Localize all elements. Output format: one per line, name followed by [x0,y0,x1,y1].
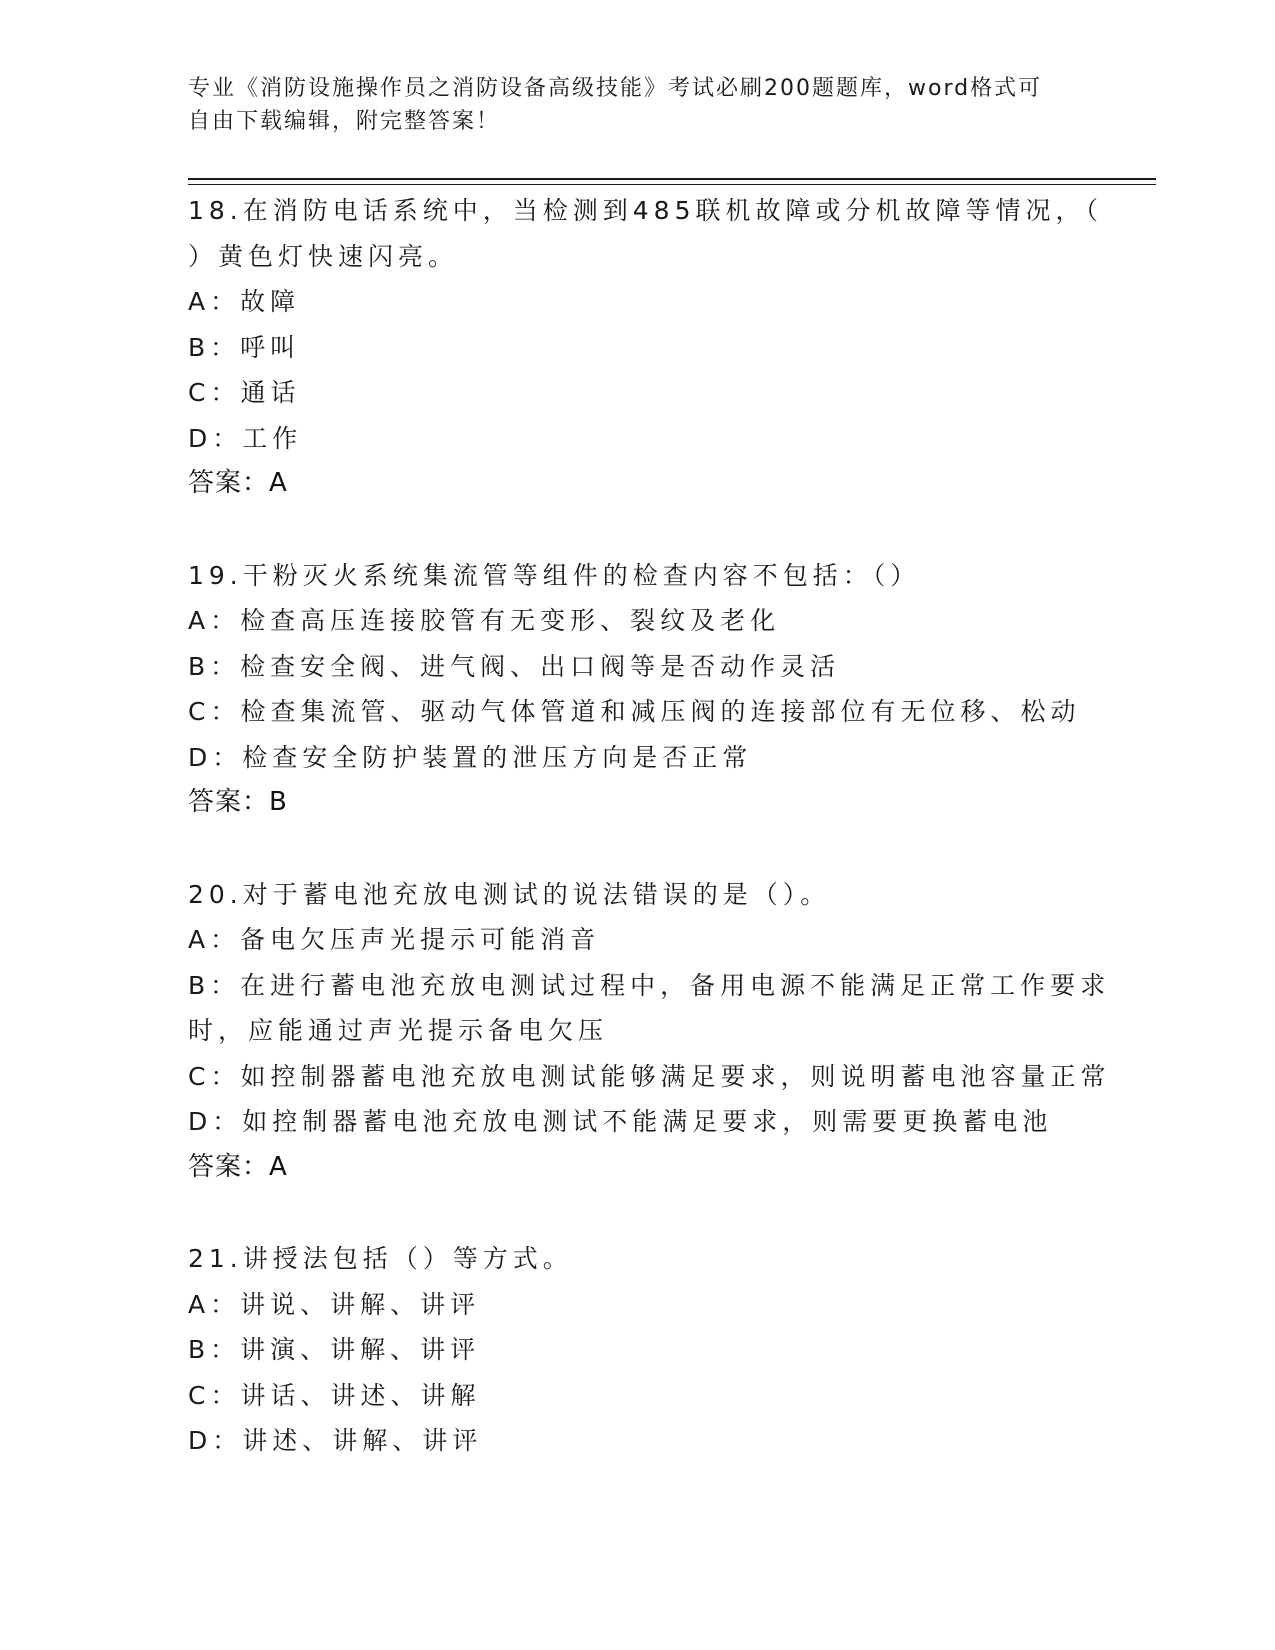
question-20 [188,872,1111,1191]
option-d: D：工作 [188,423,303,453]
answer-line: 答案：A [188,1151,288,1182]
question-list [188,188,1111,1510]
question-21 [188,1236,1088,1464]
question-text: 18.在消防电话系统中，当检测到485联机故障或分机故障等情况，（ [188,196,1103,225]
option-c: C：通话 [188,378,301,407]
question-19 [188,553,1088,826]
option-d: D：讲述、讲解、讲评 [188,1426,483,1455]
question-text: 19.干粉灭火系统集流管等组件的检查内容不包括：（） [188,560,921,590]
option-b: B：在进行蓄电池充放电测试过程中，备用电源不能满足正常工作要求 [188,970,1111,1000]
question-text: 21.讲授法包括（）等方式。 [188,1244,573,1273]
option-a: A：讲说、讲解、讲评 [188,1289,481,1319]
header-line: 自由下载编辑，附完整答案！ [188,109,501,134]
question-text: ）黄色灯快速闪亮。 [188,241,459,271]
header-divider-thin [188,184,1156,185]
option-c: C：检查集流管、驱动气体管道和减压阀的连接部位有无位移、松动 [188,697,1081,726]
option-b-continued: 时，应能通过声光提示备电欠压 [188,1016,609,1045]
option-d: D：检查安全防护装置的泄压方向是否正常 [188,742,753,772]
answer-line: 答案：B [188,787,288,817]
document-header [188,72,1088,138]
answer-line: 答案：A [188,468,288,498]
option-a: A：备电欠压声光提示可能消音 [188,925,601,954]
question-text: 20.对于蓄电池充放电测试的说法错误的是（）。 [188,879,831,909]
option-b: B：检查安全阀、进气阀、出口阀等是否动作灵活 [188,651,841,681]
header-line: 专业《消防设施操作员之消防设备高级技能》考试必刷200题题库，word格式可 [188,76,1043,101]
header-divider-thick [188,178,1156,180]
question-18 [188,188,1103,507]
option-b: B：讲演、讲解、讲评 [188,1335,481,1364]
option-a: A：检查高压连接胶管有无变形、裂纹及老化 [188,606,781,635]
option-a: A：故障 [188,287,301,316]
option-c: C：如控制器蓄电池充放电测试能够满足要求，则说明蓄电池容量正常 [188,1061,1111,1091]
option-d: D：如控制器蓄电池充放电测试不能满足要求，则需要更换蓄电池 [188,1107,1053,1136]
option-b: B：呼叫 [188,332,301,362]
option-c: C：讲话、讲述、讲解 [188,1380,481,1410]
